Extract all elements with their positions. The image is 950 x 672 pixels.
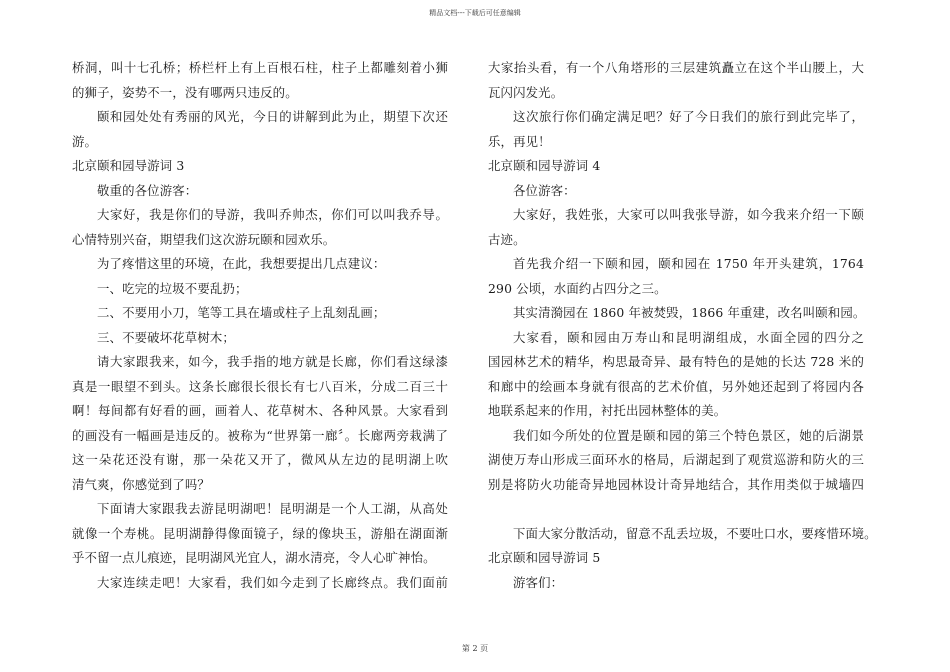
text-line: 的画没有一幅画是违反的。被称为“世界第一廊〞。长廊两旁栽满了 (72, 427, 448, 443)
text-line: 乐，再见！ (488, 133, 551, 149)
text-line: 大家看，颐和园由万寿山和昆明湖组成，水面全园的四分之 (513, 329, 864, 345)
text-line: 的狮子，姿势不一，没有哪两只违反的。 (72, 84, 298, 100)
page-number: 第 2 页 (461, 644, 489, 653)
left-column (72, 56, 448, 595)
text-line: 敬重的各位游客： (97, 182, 198, 198)
text-line: 一、吃完的垃圾不要乱扔； (97, 280, 248, 296)
text-line: 心情特别兴奋，期望我们这次游玩颐和园欢乐。 (72, 231, 336, 247)
text-line: 大家好，我姓张，大家可以叫我张导游，如今我来介绍一下颐 (513, 207, 864, 222)
text-line: 我们如今所处的位置是颐和园的第三个特色景区，她的后湖景 (513, 427, 864, 443)
blank-line (488, 497, 864, 522)
text-line: 颐和园处处有秀丽的风光，今日的讲解到此为止，期望下次还 (97, 109, 448, 124)
text-line: 别是将防火功能奇异地园林设计奇异地结合，其作用类似于城墙四 (488, 476, 864, 492)
right-column (488, 56, 877, 595)
section-heading: 北京颐和园导游词 3 (72, 158, 185, 173)
text-line: 各位游客： (513, 182, 576, 198)
text-line: 和廊中的绘画本身就有很高的艺术价值，另外她还起到了将园内各 (488, 378, 864, 394)
text-line: 大家抬头看，有一个八角塔形的三层建筑矗立在这个半山腰上，大 (488, 60, 864, 75)
text-line: 游客们： (513, 574, 564, 590)
text-line: 国园林艺术的精华，构思最奇异、最有特色的是她的长达 728 米的 (488, 354, 864, 369)
text-line: 为了疼惜这里的环境，在此，我想要提出几点建议： (97, 256, 386, 271)
text-line: 游。 (72, 133, 98, 149)
text-line: 290 公顷，水面约占四分之三。 (488, 280, 667, 296)
text-line: 桥洞，叫十七孔桥；桥栏杆上有上百根石柱，柱子上都雕刻着小狮 (72, 60, 448, 75)
text-line: 真是一眼望不到头。这条长廊很长很长有七八百米，分成二百三十 (72, 378, 448, 394)
text-line: 湖使万寿山形成三面环水的格局，后湖起到了观赏巡游和防火的三 (488, 452, 864, 467)
text-line: 大家连续走吧！大家看，我们如今走到了长廊终点。我们面前 (97, 574, 448, 590)
text-line: 啊！每间都有好看的画，画着人、花草树木、各种风景。大家看到 (72, 403, 448, 418)
page-header: 精品文档---下载后可任意编辑 (429, 9, 521, 17)
text-line: 这次旅行你们确定满足吧？好了今日我们的旅行到此完毕了， (513, 109, 864, 124)
text-line: 地联系起来的作用，衬托出园林整体的美。 (488, 403, 727, 418)
text-line: 二、不要用小刀，笔等工具在墙或柱子上乱刻乱画； (97, 305, 386, 320)
text-line: 三、不要破坏花草树木； (97, 329, 235, 345)
text-line: 请大家跟我来，如今，我手指的地方就是长廊，你们看这绿漆 (97, 354, 448, 369)
text-line: 就像一个寿桃。昆明湖静得像面镜子，绿的像块玉，游船在湖面渐 (72, 525, 448, 541)
section-heading: 北京颐和园导游词 5 (488, 550, 601, 565)
text-line: 下面大家分散活动，留意不乱丢垃圾，不要吐口水，要疼惜环境。 (513, 525, 877, 541)
text-line: 首先我介绍一下颐和园，颐和园在 1750 年开头建筑，1764 (513, 256, 864, 271)
text-line: 乎不留一点儿痕迹，昆明湖风光宜人，湖水清亮，令人心旷神怡。 (72, 550, 436, 565)
text-line: 古迹。 (488, 231, 526, 247)
text-line: 瓦闪闪发光。 (488, 84, 564, 100)
section-heading: 北京颐和园导游词 4 (488, 158, 601, 173)
text-line: 下面请大家跟我去游昆明湖吧！昆明湖是一个人工湖，从高处 (97, 501, 448, 516)
text-line: 其实清漪园在 1860 年被焚毁，1866 年重建，改名叫颐和园。 (513, 305, 866, 320)
text-line: 清气爽，你感觉到了吗？ (72, 476, 210, 492)
text-line: 大家好，我是你们的导游，我叫乔帅杰，你们可以叫我乔导。 (97, 207, 448, 222)
text-line: 这一朵花还没有谢，那一朵花又开了，微风从左边的昆明湖上吹 (72, 452, 448, 467)
